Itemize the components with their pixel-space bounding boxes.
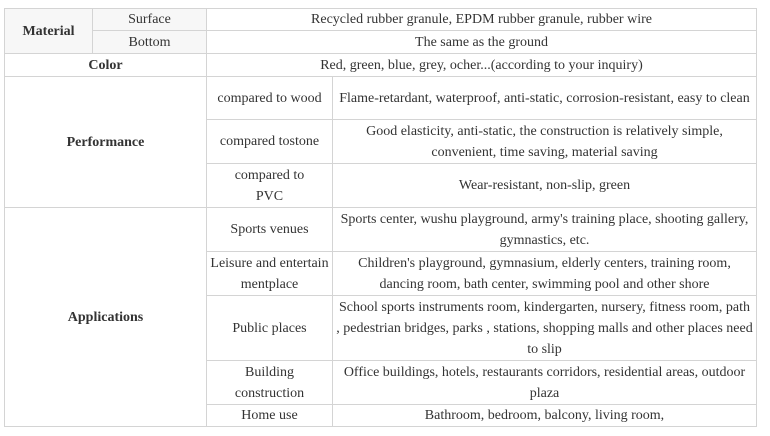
- color-value: Red, green, blue, grey, ocher...(according to your inquiry): [207, 54, 757, 77]
- material-surface-row: [5, 9, 757, 31]
- applications-leisure-value: Children's playground, gymnasium, elderly centers, training room, dancing room, bath center, swimming pool and other shore: [333, 252, 757, 296]
- applications-building-label: Building construction: [207, 361, 333, 405]
- applications-sports-row: [5, 208, 757, 252]
- performance-label: Performance: [5, 77, 207, 208]
- material-bottom-label: Bottom: [93, 31, 207, 54]
- material-bottom-value: The same as the ground: [207, 31, 757, 54]
- applications-home-label: Home use: [207, 405, 333, 427]
- performance-wood-row: [5, 77, 757, 120]
- performance-stone-label: compared tostone: [207, 120, 333, 164]
- applications-sports-value: Sports center, wushu playground, army's training place, shooting gallery, gymnastics, etc.: [333, 208, 757, 252]
- material-surface-value: Recycled rubber granule, EPDM rubber granule, rubber wire: [207, 9, 757, 31]
- product-spec-table: [4, 8, 757, 427]
- applications-public-label: Public places: [207, 296, 333, 361]
- applications-sports-label: Sports venues: [207, 208, 333, 252]
- material-label: Material: [5, 9, 93, 54]
- applications-leisure-label: Leisure and entertainmentplace: [207, 252, 333, 296]
- performance-pvc-value: Wear-resistant, non-slip, green: [333, 164, 757, 208]
- applications-home-value: Bathroom, bedroom, balcony, living room,: [333, 405, 757, 427]
- applications-public-value: School sports instruments room, kindergarten, nursery, fitness room, path , pedestrian bridges, parks , stations, shopping malls and other places need to slip: [333, 296, 757, 361]
- color-row: [5, 54, 757, 77]
- applications-building-value: Office buildings, hotels, restaurants corridors, residential areas, outdoor plaza: [333, 361, 757, 405]
- performance-stone-value: Good elasticity, anti-static, the construction is relatively simple, convenient, time saving, material saving: [333, 120, 757, 164]
- applications-label: Applications: [5, 208, 207, 427]
- performance-pvc-label: compared to PVC: [207, 164, 333, 208]
- performance-wood-value: Flame-retardant, waterproof, anti-static, corrosion-resistant, easy to clean: [333, 77, 757, 120]
- material-surface-label: Surface: [93, 9, 207, 31]
- color-label: Color: [5, 54, 207, 77]
- performance-wood-label: compared to wood: [207, 77, 333, 120]
- material-bottom-row: [5, 31, 757, 54]
